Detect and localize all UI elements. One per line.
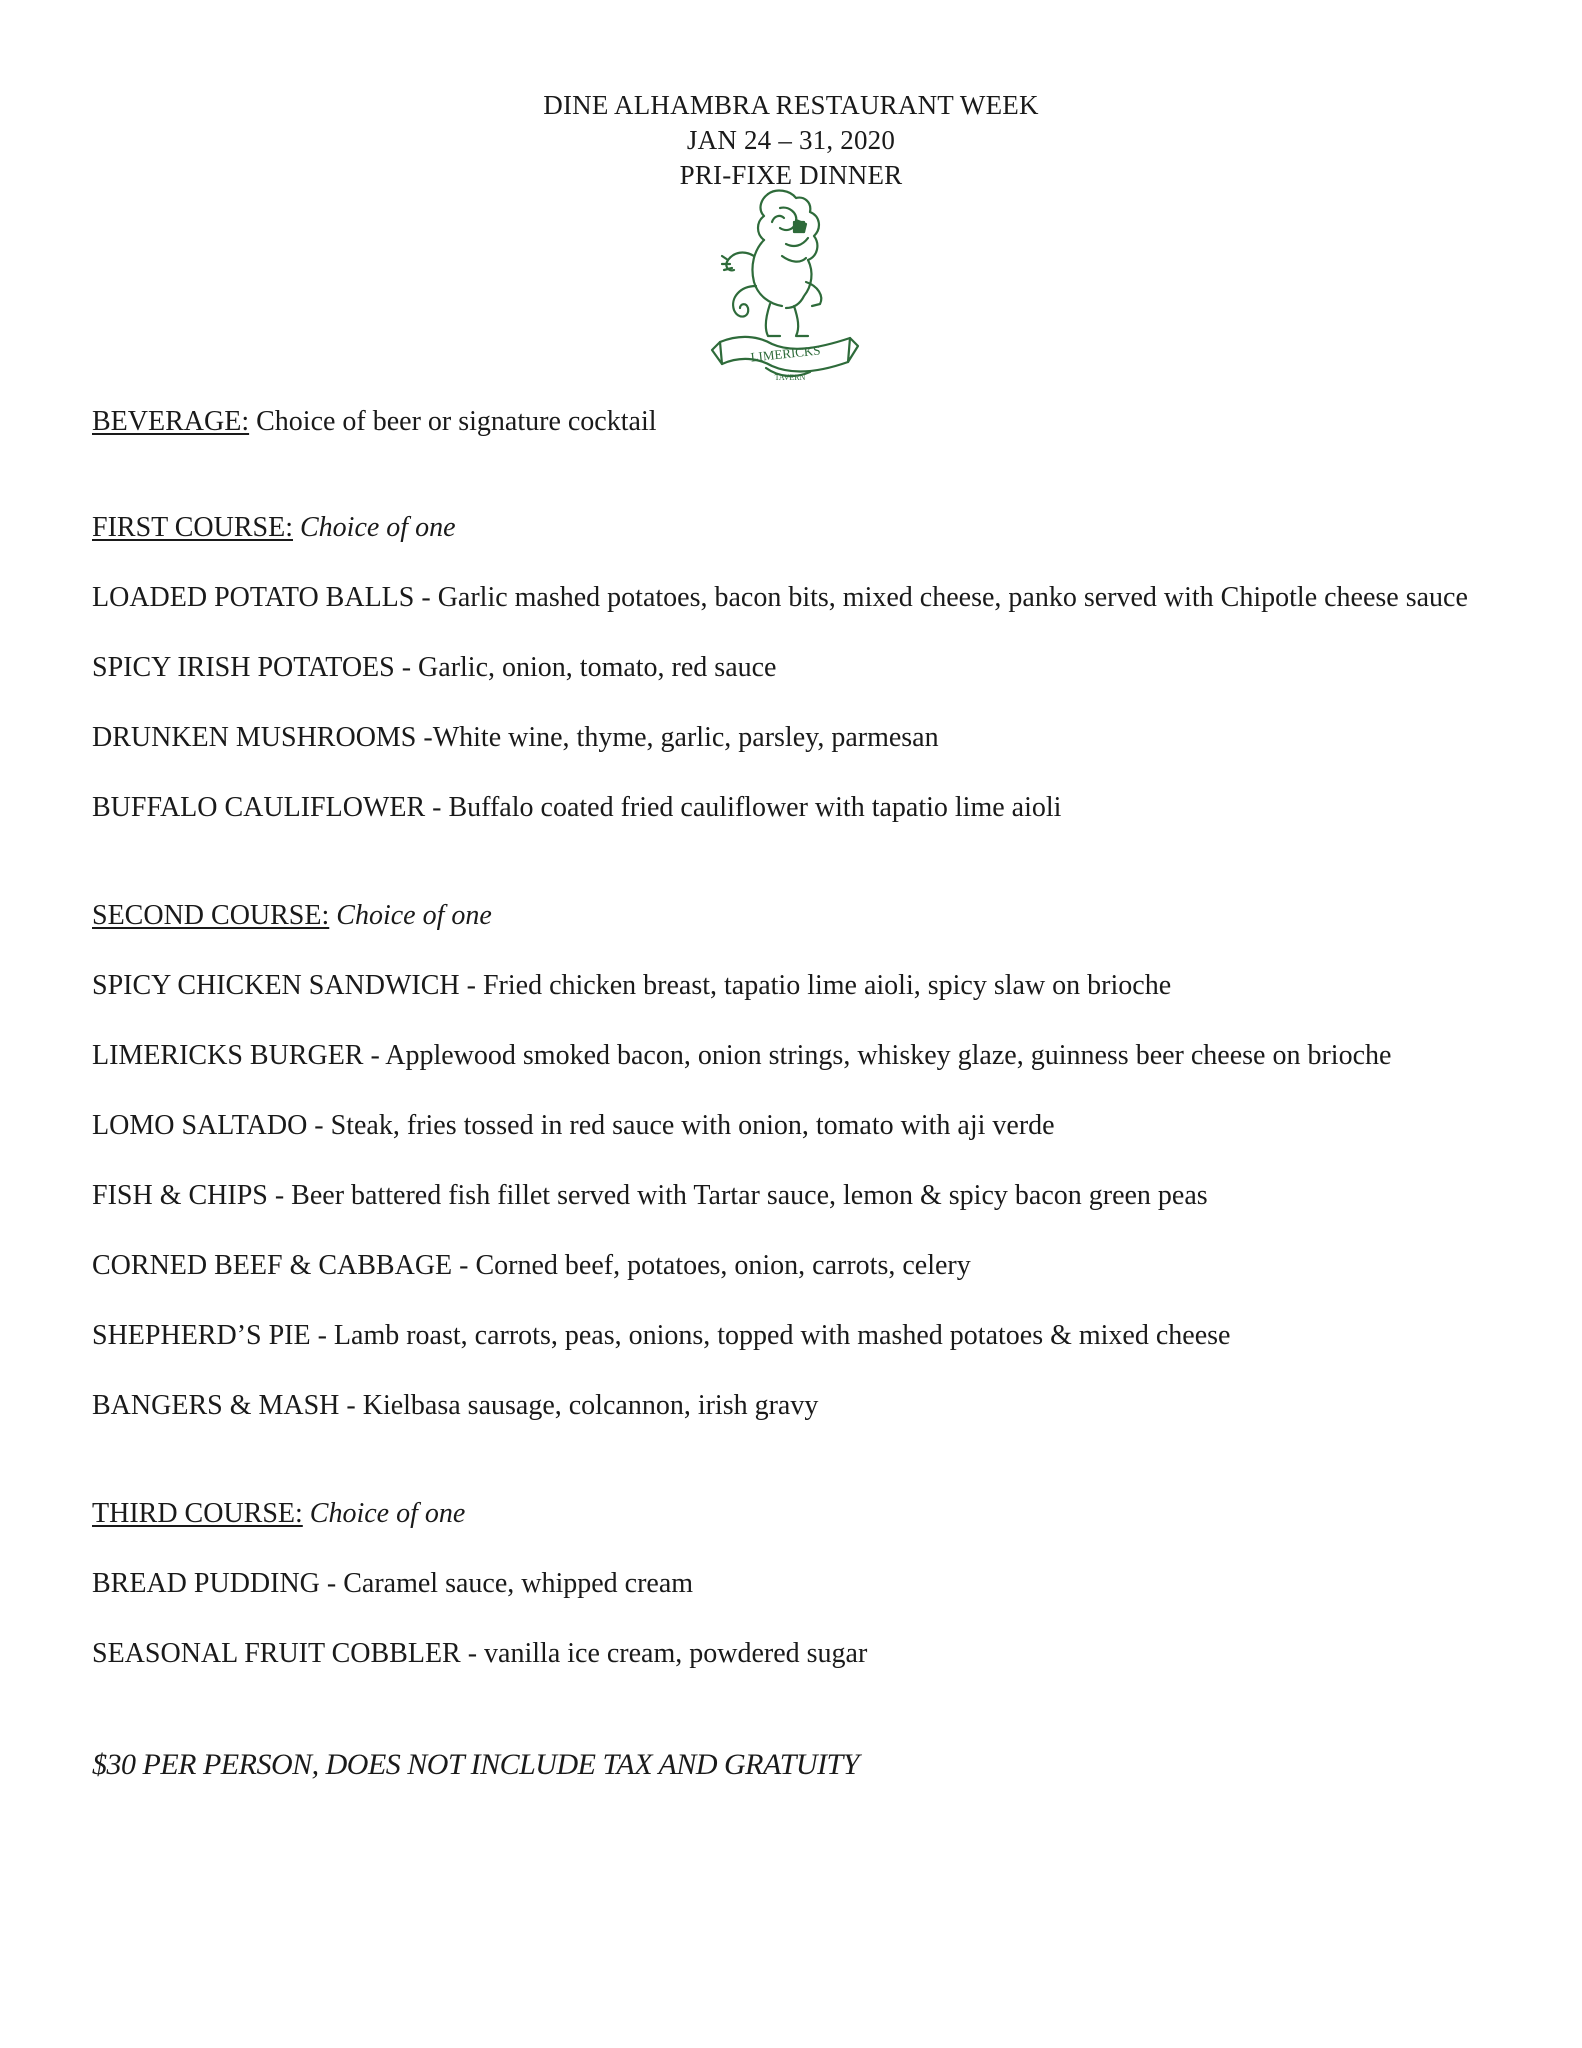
menu-item <box>92 1038 1552 1074</box>
item-description: Applewood smoked bacon, onion strings, whiskey glaze, guinness beer cheese on brioche <box>385 1040 1392 1071</box>
event-title: DINE ALHAMBRA RESTAURANT WEEK <box>543 90 1039 120</box>
item-description: White wine, thyme, garlic, parsley, parmesan <box>432 722 939 753</box>
menu-type: PRI-FIXE DINNER <box>679 160 903 190</box>
item-name: BUFFALO CAULIFLOWER <box>92 792 426 823</box>
item-name: LIMERICKS BURGER <box>92 1040 364 1071</box>
item-separator: - <box>416 722 433 753</box>
course-label: SECOND COURSE: <box>92 900 330 931</box>
item-description: Lamb roast, carrots, peas, onions, topped with mashed potatoes & mixed cheese <box>333 1320 1231 1351</box>
event-dates: JAN 24 – 31, 2020 <box>686 125 896 155</box>
item-separator: - <box>310 1320 334 1351</box>
item-separator: - <box>414 582 438 613</box>
menu-item <box>92 1248 1552 1284</box>
item-name: SPICY IRISH POTATOES <box>92 652 395 683</box>
item-separator: - <box>307 1110 331 1141</box>
menu-item <box>92 720 1552 756</box>
menu-header <box>0 88 1582 193</box>
course-note: Choice of one <box>293 512 456 543</box>
section-spacer <box>92 860 1552 898</box>
item-name: LOADED POTATO BALLS <box>92 582 415 613</box>
item-separator: - <box>267 1180 292 1211</box>
price-note: $30 PER PERSON, DOES NOT INCLUDE TAX AND GRATUITY <box>92 1748 859 1781</box>
item-separator: - <box>319 1568 344 1599</box>
logo-banner-text: LIMERICKS <box>749 342 822 365</box>
beverage-label: BEVERAGE: <box>92 406 250 437</box>
item-description: Caramel sauce, whipped cream <box>343 1568 694 1599</box>
menu-item <box>92 968 1552 1004</box>
item-description: Corned beef, potatoes, onion, carrots, celery <box>475 1250 971 1281</box>
item-description: Fried chicken breast, tapatio lime aioli, spicy slaw on brioche <box>482 970 1172 1001</box>
beverage-text: Choice of beer or signature cocktail <box>249 406 657 437</box>
item-name: SEASONAL FRUIT COBBLER <box>92 1638 461 1669</box>
course-heading <box>92 510 1552 546</box>
item-name: SHEPHERD’S PIE <box>92 1320 311 1351</box>
second-course-section <box>92 898 1552 1424</box>
first-course-section <box>92 510 1552 826</box>
item-separator: - <box>394 652 419 683</box>
third-course-section <box>92 1496 1552 1672</box>
item-description: Steak, fries tossed in red sauce with onion, tomato with aji verde <box>330 1110 1055 1141</box>
item-separator: - <box>425 792 449 823</box>
course-note: Choice of one <box>302 1498 466 1529</box>
menu-content <box>92 404 1552 1706</box>
menu-item <box>92 1318 1552 1354</box>
item-name: CORNED BEEF & CABBAGE <box>92 1250 453 1281</box>
course-label: THIRD COURSE: <box>92 1498 303 1529</box>
item-description: Beer battered fish fillet served with Tartar sauce, lemon & spicy bacon green peas <box>291 1180 1208 1211</box>
menu-item <box>92 1108 1552 1144</box>
item-description: Garlic, onion, tomato, red sauce <box>418 652 777 683</box>
menu-item <box>92 650 1552 686</box>
item-name: BREAD PUDDING <box>92 1568 320 1599</box>
item-name: BANGERS & MASH <box>92 1390 340 1421</box>
menu-item <box>92 1566 1552 1602</box>
logo-sub-text: TAVERN <box>774 373 806 382</box>
item-description: Kielbasa sausage, colcannon, irish gravy <box>362 1390 819 1421</box>
course-label: FIRST COURSE: <box>92 512 293 543</box>
item-description: Garlic mashed potatoes, bacon bits, mixed cheese, panko served with Chipotle cheese sauce <box>437 582 1468 613</box>
item-separator: - <box>459 970 483 1001</box>
menu-item <box>92 1178 1552 1214</box>
item-separator: - <box>363 1040 386 1071</box>
course-heading <box>92 898 1552 934</box>
menu-item <box>92 1636 1552 1672</box>
menu-item <box>92 580 1552 616</box>
item-separator: - <box>452 1250 476 1281</box>
item-description: vanilla ice cream, powdered sugar <box>484 1638 868 1669</box>
menu-item <box>92 1388 1552 1424</box>
item-separator: - <box>339 1390 363 1421</box>
item-description: Buffalo coated fried cauliflower with tapatio lime aioli <box>448 792 1062 823</box>
item-name: FISH & CHIPS <box>92 1180 268 1211</box>
course-heading <box>92 1496 1552 1532</box>
section-spacer <box>92 1458 1552 1496</box>
limericks-tavern-lion-logo <box>710 186 860 382</box>
item-name: SPICY CHICKEN SANDWICH <box>92 970 460 1001</box>
item-name: LOMO SALTADO <box>92 1110 308 1141</box>
item-name: DRUNKEN MUSHROOMS <box>92 722 417 753</box>
menu-item <box>92 790 1552 826</box>
beverage-line <box>92 404 1552 440</box>
course-note: Choice of one <box>329 900 492 931</box>
item-separator: - <box>460 1638 485 1669</box>
